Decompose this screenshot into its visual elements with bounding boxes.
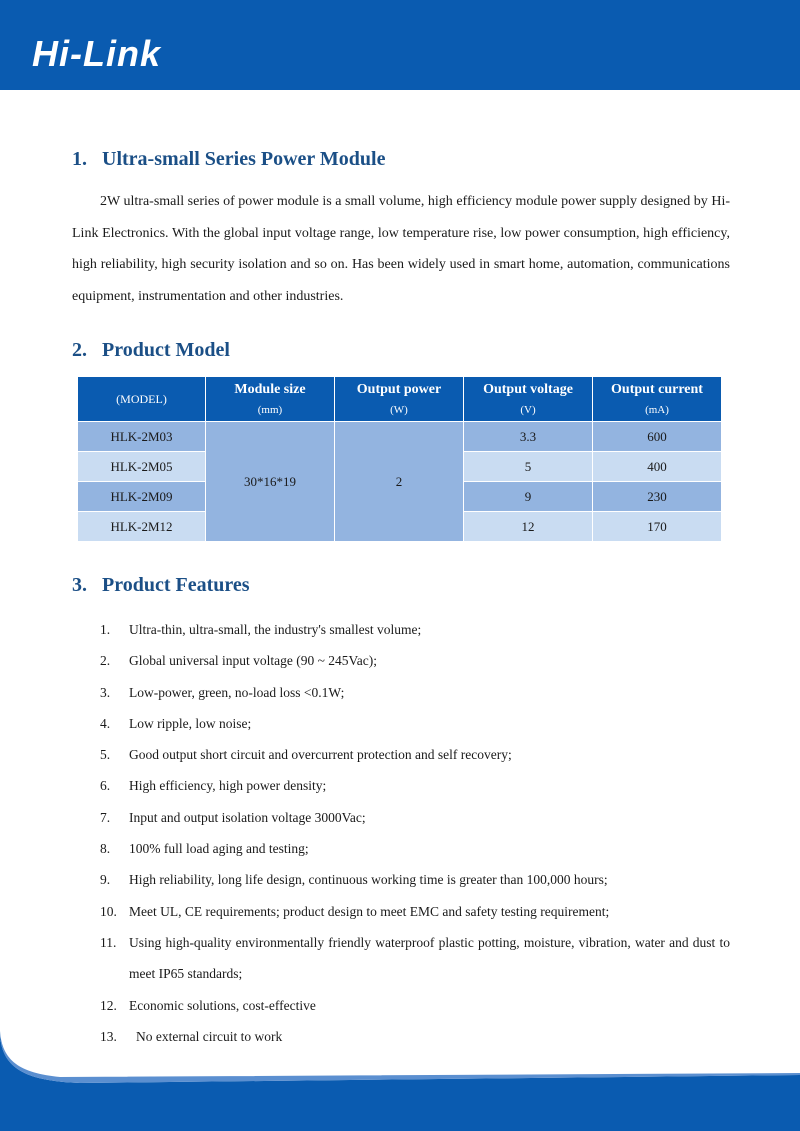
table-row	[78, 422, 722, 452]
section-title-text: Product Features	[102, 574, 250, 596]
item-number: 9.	[100, 872, 111, 888]
cell-model: HLK-2M12	[78, 512, 206, 542]
list-item	[100, 614, 730, 645]
header-output-voltage: Output voltage (V)	[464, 377, 593, 422]
list-item	[100, 833, 730, 864]
cell-current: 230	[593, 482, 722, 512]
list-item	[100, 770, 730, 801]
item-number: 7.	[100, 809, 111, 825]
cell-model: HLK-2M05	[78, 452, 206, 482]
item-text: Using high-quality environmentally friendly waterproof plastic potting, moisture, vibration, water and dust to meet IP65 standards;	[129, 934, 730, 982]
cell-voltage: 3.3	[464, 422, 593, 452]
feature-list	[100, 614, 730, 1052]
item-text: Low ripple, low noise;	[129, 715, 252, 731]
item-text: High efficiency, high power density;	[129, 778, 327, 794]
list-item	[100, 896, 730, 927]
header-model: (MODEL)	[78, 377, 206, 422]
item-text: 100% full load aging and testing;	[129, 841, 309, 857]
cell-voltage: 9	[464, 482, 593, 512]
section-number: 1.	[72, 148, 87, 170]
item-text: No external circuit to work	[136, 1028, 283, 1044]
header-bar	[0, 0, 800, 90]
item-number: 10.	[100, 903, 117, 919]
item-number: 5.	[100, 747, 111, 763]
item-text: Meet UL, CE requirements; product design to meet EMC and safety testing requirement;	[129, 903, 610, 919]
header-module-size: Module size (mm)	[206, 377, 335, 422]
item-text: Input and output isolation voltage 3000Vac;	[129, 809, 366, 825]
cell-current: 600	[593, 422, 722, 452]
footer-wave	[0, 1028, 800, 1131]
item-text: Good output short circuit and overcurrent protection and self recovery;	[129, 747, 512, 763]
section-title-text: Product Model	[102, 339, 230, 361]
table-header-row	[78, 377, 722, 422]
list-item	[100, 990, 730, 1021]
cell-current: 400	[593, 452, 722, 482]
intro-paragraph: 2W ultra-small series of power module is a small volume, high efficiency module power supply designed by Hi-Link Electronics. With the global input voltage range, low temperature rise, low power consumption, high efficiency, high reliability, high security isolation and so on. Has been widely used in smart home, automation, communications equipment, instrumentation and other industries.	[72, 194, 730, 304]
item-number: 8.	[100, 841, 111, 857]
list-item	[100, 677, 730, 708]
cell-voltage: 5	[464, 452, 593, 482]
header-output-power: Output power (W)	[335, 377, 464, 422]
footer-wave-highlight	[0, 1028, 800, 1083]
list-item	[100, 927, 730, 990]
item-number: 1.	[100, 622, 111, 637]
section-number: 3.	[72, 574, 87, 596]
cell-model: HLK-2M09	[78, 482, 206, 512]
item-text: Economic solutions, cost-effective	[129, 997, 316, 1013]
cell-voltage: 12	[464, 512, 593, 542]
header-output-current: Output current (mA)	[593, 377, 722, 422]
cell-current: 170	[593, 512, 722, 542]
hilink-logo: Hi-Link	[32, 33, 161, 74]
list-item	[100, 645, 730, 676]
list-item	[100, 739, 730, 770]
list-item	[100, 864, 730, 895]
section-title-module	[72, 148, 385, 171]
item-number: 13.	[100, 1028, 117, 1044]
item-text: Ultra-thin, ultra-small, the industry's smallest volume;	[129, 622, 422, 637]
item-number: 4.	[100, 715, 111, 731]
section-number: 2.	[72, 339, 87, 361]
list-item	[100, 802, 730, 833]
section-title-features	[72, 574, 250, 597]
item-number: 2.	[100, 653, 111, 669]
item-number: 3.	[100, 684, 111, 700]
cell-module-size: 30*16*19	[206, 422, 335, 542]
section-title-model	[72, 339, 230, 362]
item-text: Global universal input voltage (90 ~ 245Vac);	[129, 653, 377, 669]
item-number: 6.	[100, 778, 111, 794]
section-title-text: Ultra-small Series Power Module	[102, 148, 386, 170]
cell-output-power: 2	[335, 422, 464, 542]
cell-model: HLK-2M03	[78, 422, 206, 452]
item-text: Low-power, green, no-load loss <0.1W;	[129, 684, 345, 700]
product-model-table	[77, 376, 722, 542]
list-item	[100, 708, 730, 739]
item-text: High reliability, long life design, continuous working time is greater than 100,000 hours;	[129, 872, 608, 888]
item-number: 12.	[100, 997, 117, 1013]
item-number: 11.	[100, 934, 117, 950]
